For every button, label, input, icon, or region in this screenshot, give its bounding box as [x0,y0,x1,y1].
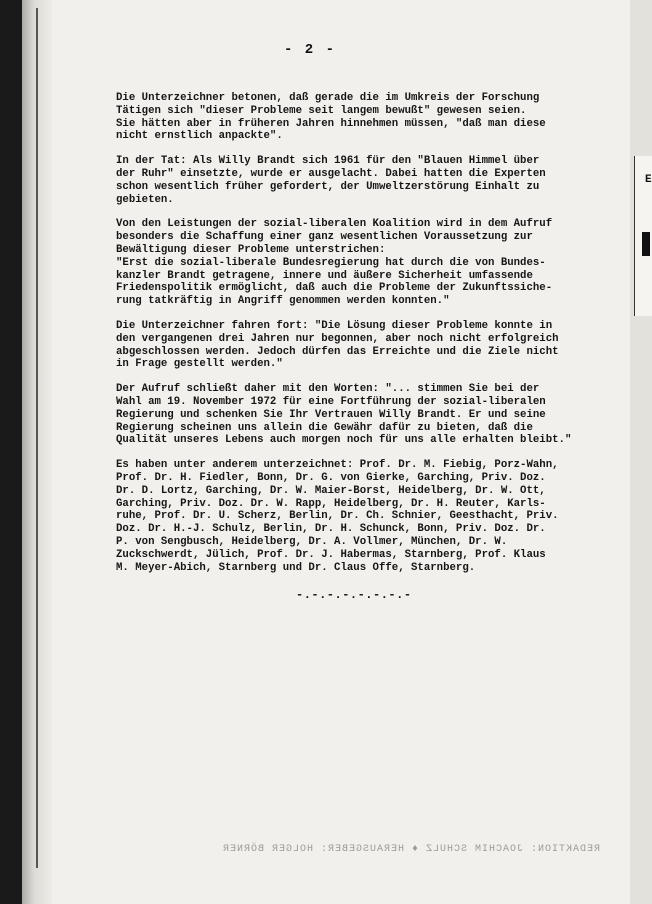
text-line: Friedenspolitik ermöglicht, daß auch die Probleme der Zukunftssiche- [116,282,553,295]
text-line: Die Unterzeichner fahren fort: "Die Lösung dieser Probleme konnte in [116,319,553,332]
text-line: ruhe, Prof. Dr. U. Scherz, Berlin, Dr. Ch. Schnier, Geesthacht, Priv. [116,510,559,523]
text-line: abgeschlossen werden. Jedoch dürfen das Erreichte und die Ziele nicht [116,345,559,358]
text-line: Qualität unseres Lebens auch morgen noch für uns alle erhalten bleibt." [116,434,572,447]
text-line: Die Unterzeichner betonen, daß gerade die im Umkreis der Forschung [116,92,540,104]
text-line: Von den Leistungen der sozial-liberalen Koalition wird in dem Aufruf [116,218,553,231]
text-line: besonders die Schaffung einer ganz wesentlichen Voraussetzung zur [116,231,533,244]
text-line: Dr. D. Lortz, Garching, Dr. W. Maier-Borst, Heidelberg, Dr. W. Ott, [116,484,546,497]
text-line: rung tatkräftig in Angriff genommen werden konnten." [116,295,450,308]
text-line: Zuckschwerdt, Jülich, Prof. Dr. J. Habermas, Starnberg, Prof. Klaus [116,548,546,561]
text-line: "Erst die sozial-liberale Bundesregierung hat durch die von Bundes- [116,256,546,269]
paragraph-6 [116,459,612,574]
text-line: Bewältigung dieser Probleme unterstrichen: [116,243,386,256]
text-line: Prof. Dr. H. Fiedler, Bonn, Dr. G. von Gierke, Garching, Priv. Doz. [116,471,546,484]
text-line: Sie hätten aber in früheren Jahren hinnehmen müssen, "daß man diese [116,117,546,130]
text-line: Regierung scheinen uns allein die Gewähr dafür zu bieten, daß die [116,421,533,434]
text-line: P. von Sengbusch, Heidelberg, Dr. A. Vollmer, München, Dr. W. [116,535,508,548]
adjacent-page-mark [642,232,650,256]
text-line: Es haben unter anderem unterzeichnet: Prof. Dr. M. Fiebig, Porz-Wahn, [116,459,559,472]
paragraph-4 [116,320,612,371]
adjacent-page-strip [630,0,652,904]
text-line: der Ruhr" einsetzte, wurde er ausgelacht. Dabei hatten die Experten [116,167,546,180]
text-line: schon wesentlich früher gefordert, der Umweltzerstörung Einhalt zu [116,180,540,193]
text-line: Wahl am 19. November 1972 für eine Fortführung der sozial-liberalen [116,395,546,408]
text-line: in Frage gestellt werden." [116,358,283,371]
page-number: - 2 - [283,42,336,58]
text-line: Doz. Dr. H.-J. Schulz, Berlin, Dr. H. Schunck, Bonn, Priv. Doz. Dr. [116,523,546,536]
text-line: Garching, Priv. Doz. Dr. W. Rapp, Heidelberg, Dr. H. Reuter, Karls- [116,497,546,510]
adjacent-page-letter: E [645,174,652,186]
text-line: Regierung und schenken Sie Ihr Vertrauen Willy Brandt. Er und seine [116,408,546,421]
text-line: nicht ernstlich anpackte". [116,130,283,143]
text-line: den vergangenen drei Jahren nur begonnen, aber noch nicht erfolgreich [116,332,559,345]
text-line: M. Meyer-Abich, Starnberg und Dr. Claus Offe, Starnberg. [116,561,476,574]
closing-separator: -.-.-.-.-.-.-.- [296,588,412,602]
paragraph-5 [116,383,612,447]
mirrored-footer-bleed: REDAKTION: JOACHIM SCHULZ ♦ HERAUSGEBER: HOLGER BÖRNER [221,844,600,855]
paragraph-3 [116,218,612,308]
text-line: kanzler Brandt getragene, innere und äußere Sicherheit umfassende [116,269,533,282]
binding-line [36,8,38,868]
text-line: In der Tat: Als Willy Brandt sich 1961 für den "Blauen Himmel über [116,155,540,168]
text-line: Der Aufruf schließt daher mit den Worten: "... stimmen Sie bei der [116,383,540,396]
text-line: Tätigen sich "dieser Probleme seit langem bewußt" gewesen seien. [116,104,527,117]
body-text [116,92,612,586]
paragraph-2 [116,155,612,206]
text-line: gebieten. [116,193,174,206]
paragraph-1 [116,92,612,143]
